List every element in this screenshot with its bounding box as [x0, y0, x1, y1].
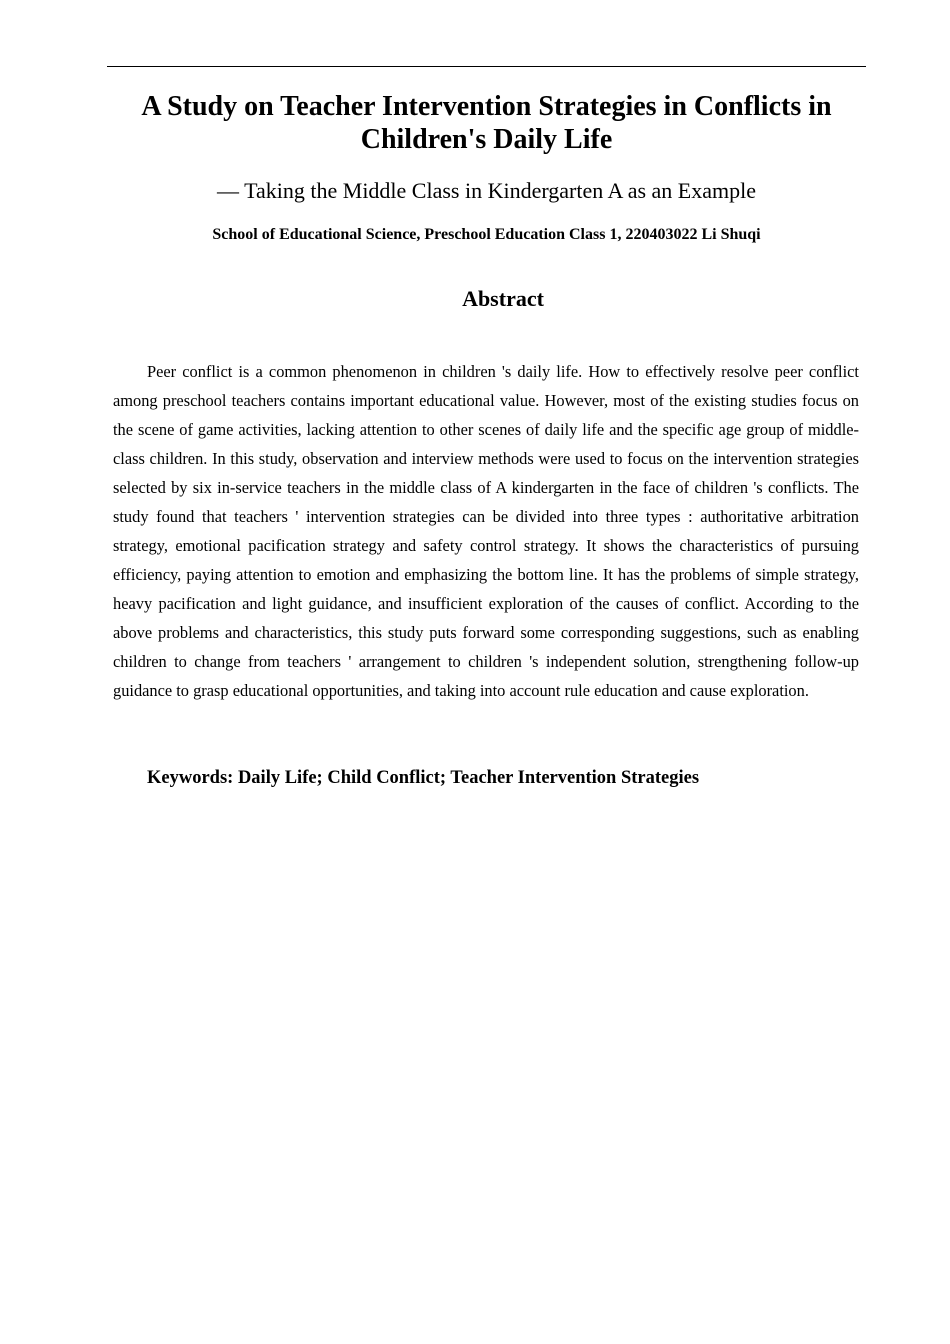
keywords-line: Keywords: Daily Life; Child Conflict; Teacher Intervention Strategies [147, 768, 700, 788]
paper-title: A Study on Teacher Intervention Strategies in Conflicts in Children's Daily Life [141, 91, 832, 155]
abstract-body: Peer conflict is a common phenomenon in children 's daily life. How to effectively resolve peer conflict among preschool teachers contains important educational value. However, most of the existing studies focus on the scene of game activities, lacking attention to other scenes of daily life and the specific age group of middle-class children. In this study, observation and interview methods were used to focus on the intervention strategies selected by six in-service teachers in the middle class of A kindergarten in the face of children 's conflicts. The study found that teachers ' intervention strategies can be divided into three types : authoritative arbitration strategy, emotional pacification strategy and safety control strategy. It shows the characteristics of pursuing efficiency, paying attention to emotion and emphasizing the bottom line. It has the problems of simple strategy, heavy pacification and light guidance, and insufficient exploration of the causes of conflict. According to the above problems and characteristics, this study puts forward some corresponding suggestions, such as enabling children to change from teachers ' arrangement to children 's independent solution, strengthening follow-up guidance to grasp educational opportunities, and taking into account rule education and cause exploration. [113, 362, 859, 700]
paper-subtitle: — Taking the Middle Class in Kindergarten A as an Example [217, 178, 756, 203]
header-rule [107, 66, 866, 67]
author-affiliation: School of Educational Science, Preschool Education Class 1, 220403022 Li Shuqi [212, 226, 761, 243]
abstract-heading: Abstract [462, 286, 544, 311]
